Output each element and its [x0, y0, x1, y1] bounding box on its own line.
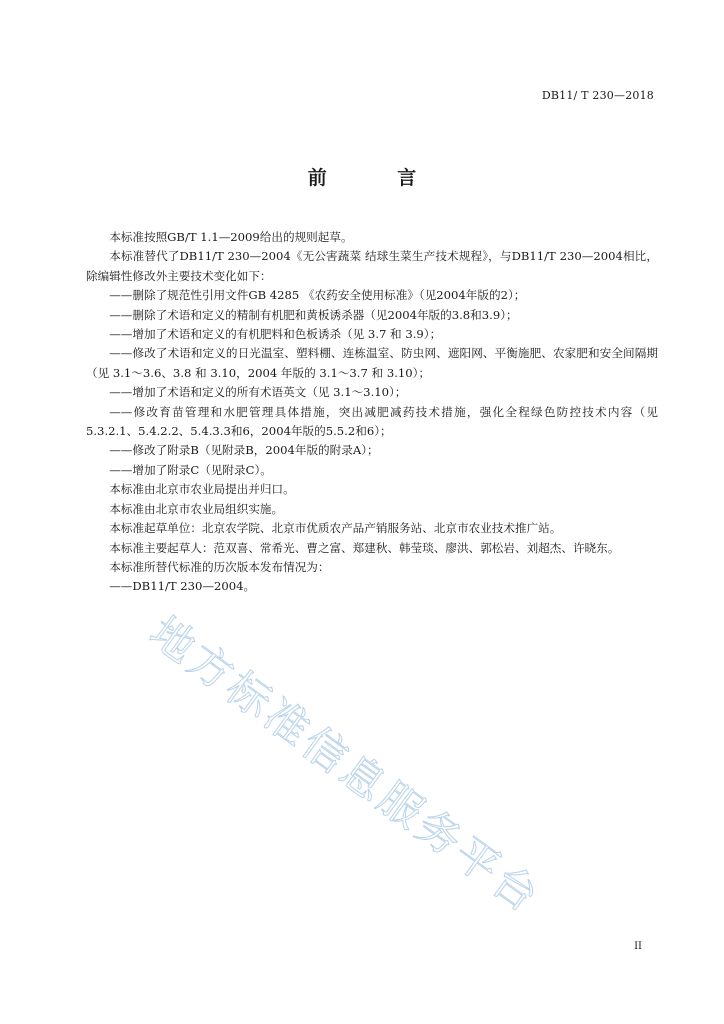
paragraph-drafting-rules: 本标准按照GB/T 1.1—2009给出的规则起草。 [109, 230, 353, 244]
change-item-7: ——修改了附录B（见附录B，2004年版的附录A）； [109, 443, 379, 458]
paragraph-drafting-units: 本标准起草单位：北京农学院、北京市优质农产品产销服务站、北京市农业技术推广站。 [109, 521, 562, 536]
paragraph-proposer: 本标准由北京市农业局提出并归口。 [109, 482, 295, 497]
change-item-6: ——修改育苗管理和水肥管理具体措施，突出减肥减药技术措施，强化全程绿色防控技术内容（见5.3.2.1、5.4.2.2、5.4.3.3和6，2004年版的5.5.2和6）； [86, 404, 658, 439]
watermark: 地方标准信息服务平台 [140, 607, 550, 924]
paragraph-drafters: 本标准主要起草人：范双喜、常希光、曹之富、郑建秋、韩莹琰、廖洪、郭松岩、刘超杰、许晓东。 [109, 540, 620, 555]
version-history-item: ——DB11/T 230—2004。 [109, 579, 256, 594]
change-item-3: ——增加了术语和定义的有机肥料和色板诱杀（见 3.7 和 3.9）； [109, 327, 442, 342]
document-code: DB11/ T 230—2018 [541, 89, 654, 102]
change-item-4: ——修改了术语和定义的日光温室、塑料棚、连栋温室、防虫网、遮阳网、平衡施肥、农家肥和安全间隔期（见 3.1～3.6、3.8 和 3.10，2004 年版的 3.1～3.7 和 3.10）； [86, 346, 658, 380]
foreword-body [86, 228, 658, 597]
page-title: 前 言 [307, 167, 449, 189]
paragraph-implementer: 本标准由北京市农业局组织实施。 [109, 501, 284, 516]
change-item-5: ——增加了术语和定义的所有术语英文（见 3.1～3.10）； [109, 385, 407, 400]
page-number: II [634, 941, 642, 952]
change-item-1: ——删除了规范性引用文件GB 4285 《农药安全使用标准》（见2004年版的2）； [109, 288, 526, 303]
change-item-2: ——删除了术语和定义的精制有机肥和黄板诱杀器（见2004年版的3.8和3.9）； [109, 307, 518, 322]
paragraph-replacement: 本标准替代了DB11/T 230—2004《无公害蔬菜 结球生菜生产技术规程》，与DB11/T 230—2004相比，除编辑性修改外主要技术变化如下： [86, 249, 658, 283]
change-item-8: ——增加了附录C（见附录C）。 [109, 462, 272, 477]
paragraph-version-history: 本标准所替代标准的历次版本发布情况为： [109, 559, 330, 574]
